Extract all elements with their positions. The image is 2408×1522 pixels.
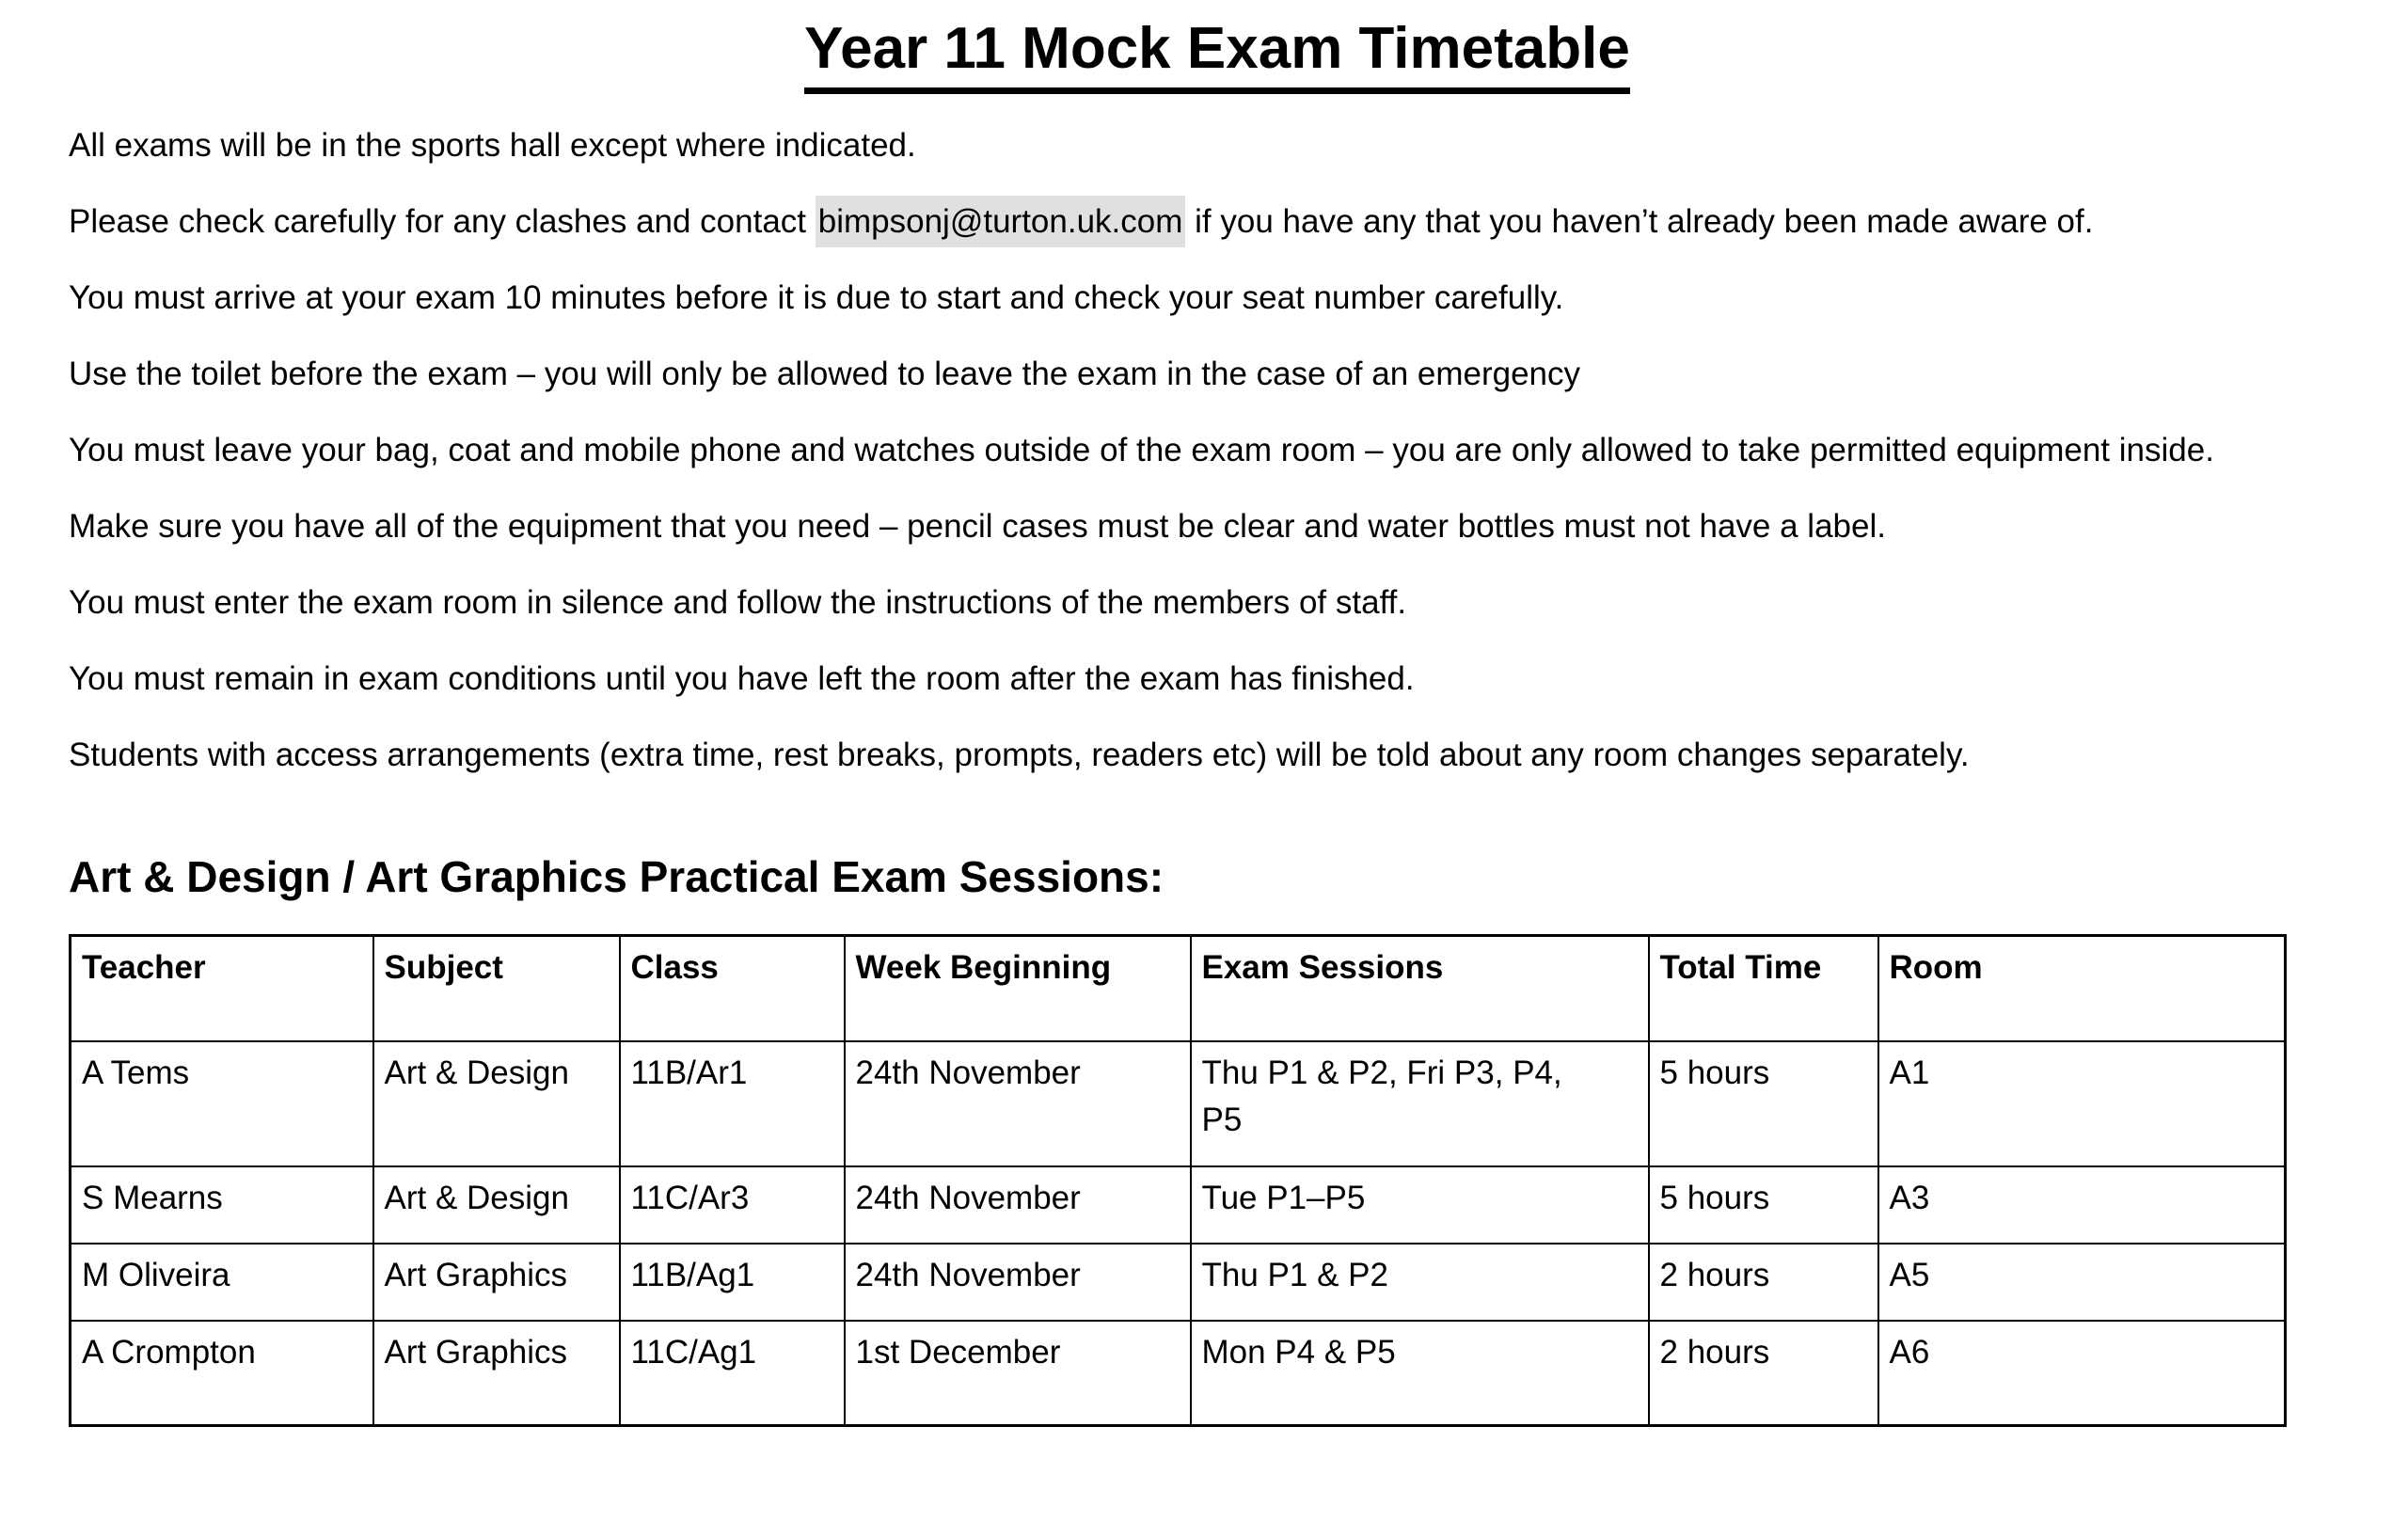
table-cell: Art & Design: [373, 1041, 620, 1166]
table-cell: Art & Design: [373, 1166, 620, 1244]
exam-sessions-table: [69, 934, 2287, 1427]
table-cell: Tue P1–P5: [1191, 1166, 1649, 1244]
table-cell: 11B/Ar1: [620, 1041, 845, 1166]
instruction-paragraph: [69, 122, 2366, 169]
page-title: Year 11 Mock Exam Timetable: [804, 15, 1630, 94]
instruction-text: if you have any that you haven’t already been made aware of.: [1185, 203, 2094, 240]
table-cell: 1st December: [845, 1321, 1191, 1426]
table-cell: A1: [1878, 1041, 2286, 1166]
table-cell: A Crompton: [71, 1321, 373, 1426]
table-row: [71, 1321, 2286, 1426]
table-cell: A5: [1878, 1244, 2286, 1321]
instruction-text: You must arrive at your exam 10 minutes before it is due to start and check your seat number carefully.: [69, 279, 1564, 316]
instruction-paragraph: [69, 198, 2366, 246]
table-cell: Art Graphics: [373, 1321, 620, 1426]
instruction-paragraph: [69, 732, 2366, 779]
table-cell: S Mearns: [71, 1166, 373, 1244]
table-cell: A6: [1878, 1321, 2286, 1426]
instruction-text: Please check carefully for any clashes and contact: [69, 203, 816, 240]
exam-instructions: [69, 122, 2366, 779]
table-body: [71, 1041, 2286, 1426]
instruction-text: You must enter the exam room in silence and follow the instructions of the members of staff.: [69, 584, 1407, 621]
column-header: Subject: [373, 936, 620, 1041]
table-header-row: [71, 936, 2286, 1041]
column-header: Exam Sessions: [1191, 936, 1649, 1041]
instruction-text: Use the toilet before the exam – you will only be allowed to leave the exam in the case of an emergency: [69, 356, 1581, 392]
table-cell: A3: [1878, 1166, 2286, 1244]
table-cell: 5 hours: [1649, 1041, 1878, 1166]
instruction-text: Students with access arrangements (extra time, rest breaks, prompts, readers etc) will be told about any room changes separately.: [69, 737, 1970, 773]
table-cell: Art Graphics: [373, 1244, 620, 1321]
table-cell: M Oliveira: [71, 1244, 373, 1321]
table-cell: 11C/Ar3: [620, 1166, 845, 1244]
instruction-text: You must remain in exam conditions until you have left the room after the exam has finished.: [69, 660, 1415, 697]
column-header: Room: [1878, 936, 2286, 1041]
instruction-text: All exams will be in the sports hall except where indicated.: [69, 127, 916, 164]
section-heading: Art & Design / Art Graphics Practical Exam Sessions:: [69, 852, 1164, 901]
table-cell: Thu P1 & P2, Fri P3, P4, P5: [1191, 1041, 1649, 1166]
table-row: [71, 1244, 2286, 1321]
column-header: Week Beginning: [845, 936, 1191, 1041]
table-row: [71, 1166, 2286, 1244]
table-cell: 24th November: [845, 1244, 1191, 1321]
title-container: [69, 15, 2366, 94]
table-cell: Mon P4 & P5: [1191, 1321, 1649, 1426]
instruction-paragraph: [69, 275, 2366, 322]
table-cell: A Tems: [71, 1041, 373, 1166]
table-cell: 2 hours: [1649, 1244, 1878, 1321]
instruction-paragraph: [69, 656, 2366, 703]
instruction-paragraph: [69, 351, 2366, 398]
column-header: Total Time: [1649, 936, 1878, 1041]
column-header: Teacher: [71, 936, 373, 1041]
table-cell: 24th November: [845, 1166, 1191, 1244]
instruction-paragraph: [69, 427, 2366, 474]
instruction-paragraph: [69, 579, 2366, 626]
email-highlight: bimpsonj@turton.uk.com: [816, 196, 1186, 247]
table-cell: 11B/Ag1: [620, 1244, 845, 1321]
table-cell: 11C/Ag1: [620, 1321, 845, 1426]
table-cell: 24th November: [845, 1041, 1191, 1166]
table-row: [71, 1041, 2286, 1166]
table-cell: 2 hours: [1649, 1321, 1878, 1426]
table-cell: Thu P1 & P2: [1191, 1244, 1649, 1321]
instruction-text: You must leave your bag, coat and mobile phone and watches outside of the exam room – you are only allowed to take permitted equipment inside.: [69, 432, 2214, 468]
document-page: [0, 15, 2408, 1522]
instruction-paragraph: [69, 503, 2366, 550]
table-cell: 5 hours: [1649, 1166, 1878, 1244]
column-header: Class: [620, 936, 845, 1041]
instruction-text: Make sure you have all of the equipment that you need – pencil cases must be clear and water bottles must not have a label.: [69, 508, 1886, 545]
